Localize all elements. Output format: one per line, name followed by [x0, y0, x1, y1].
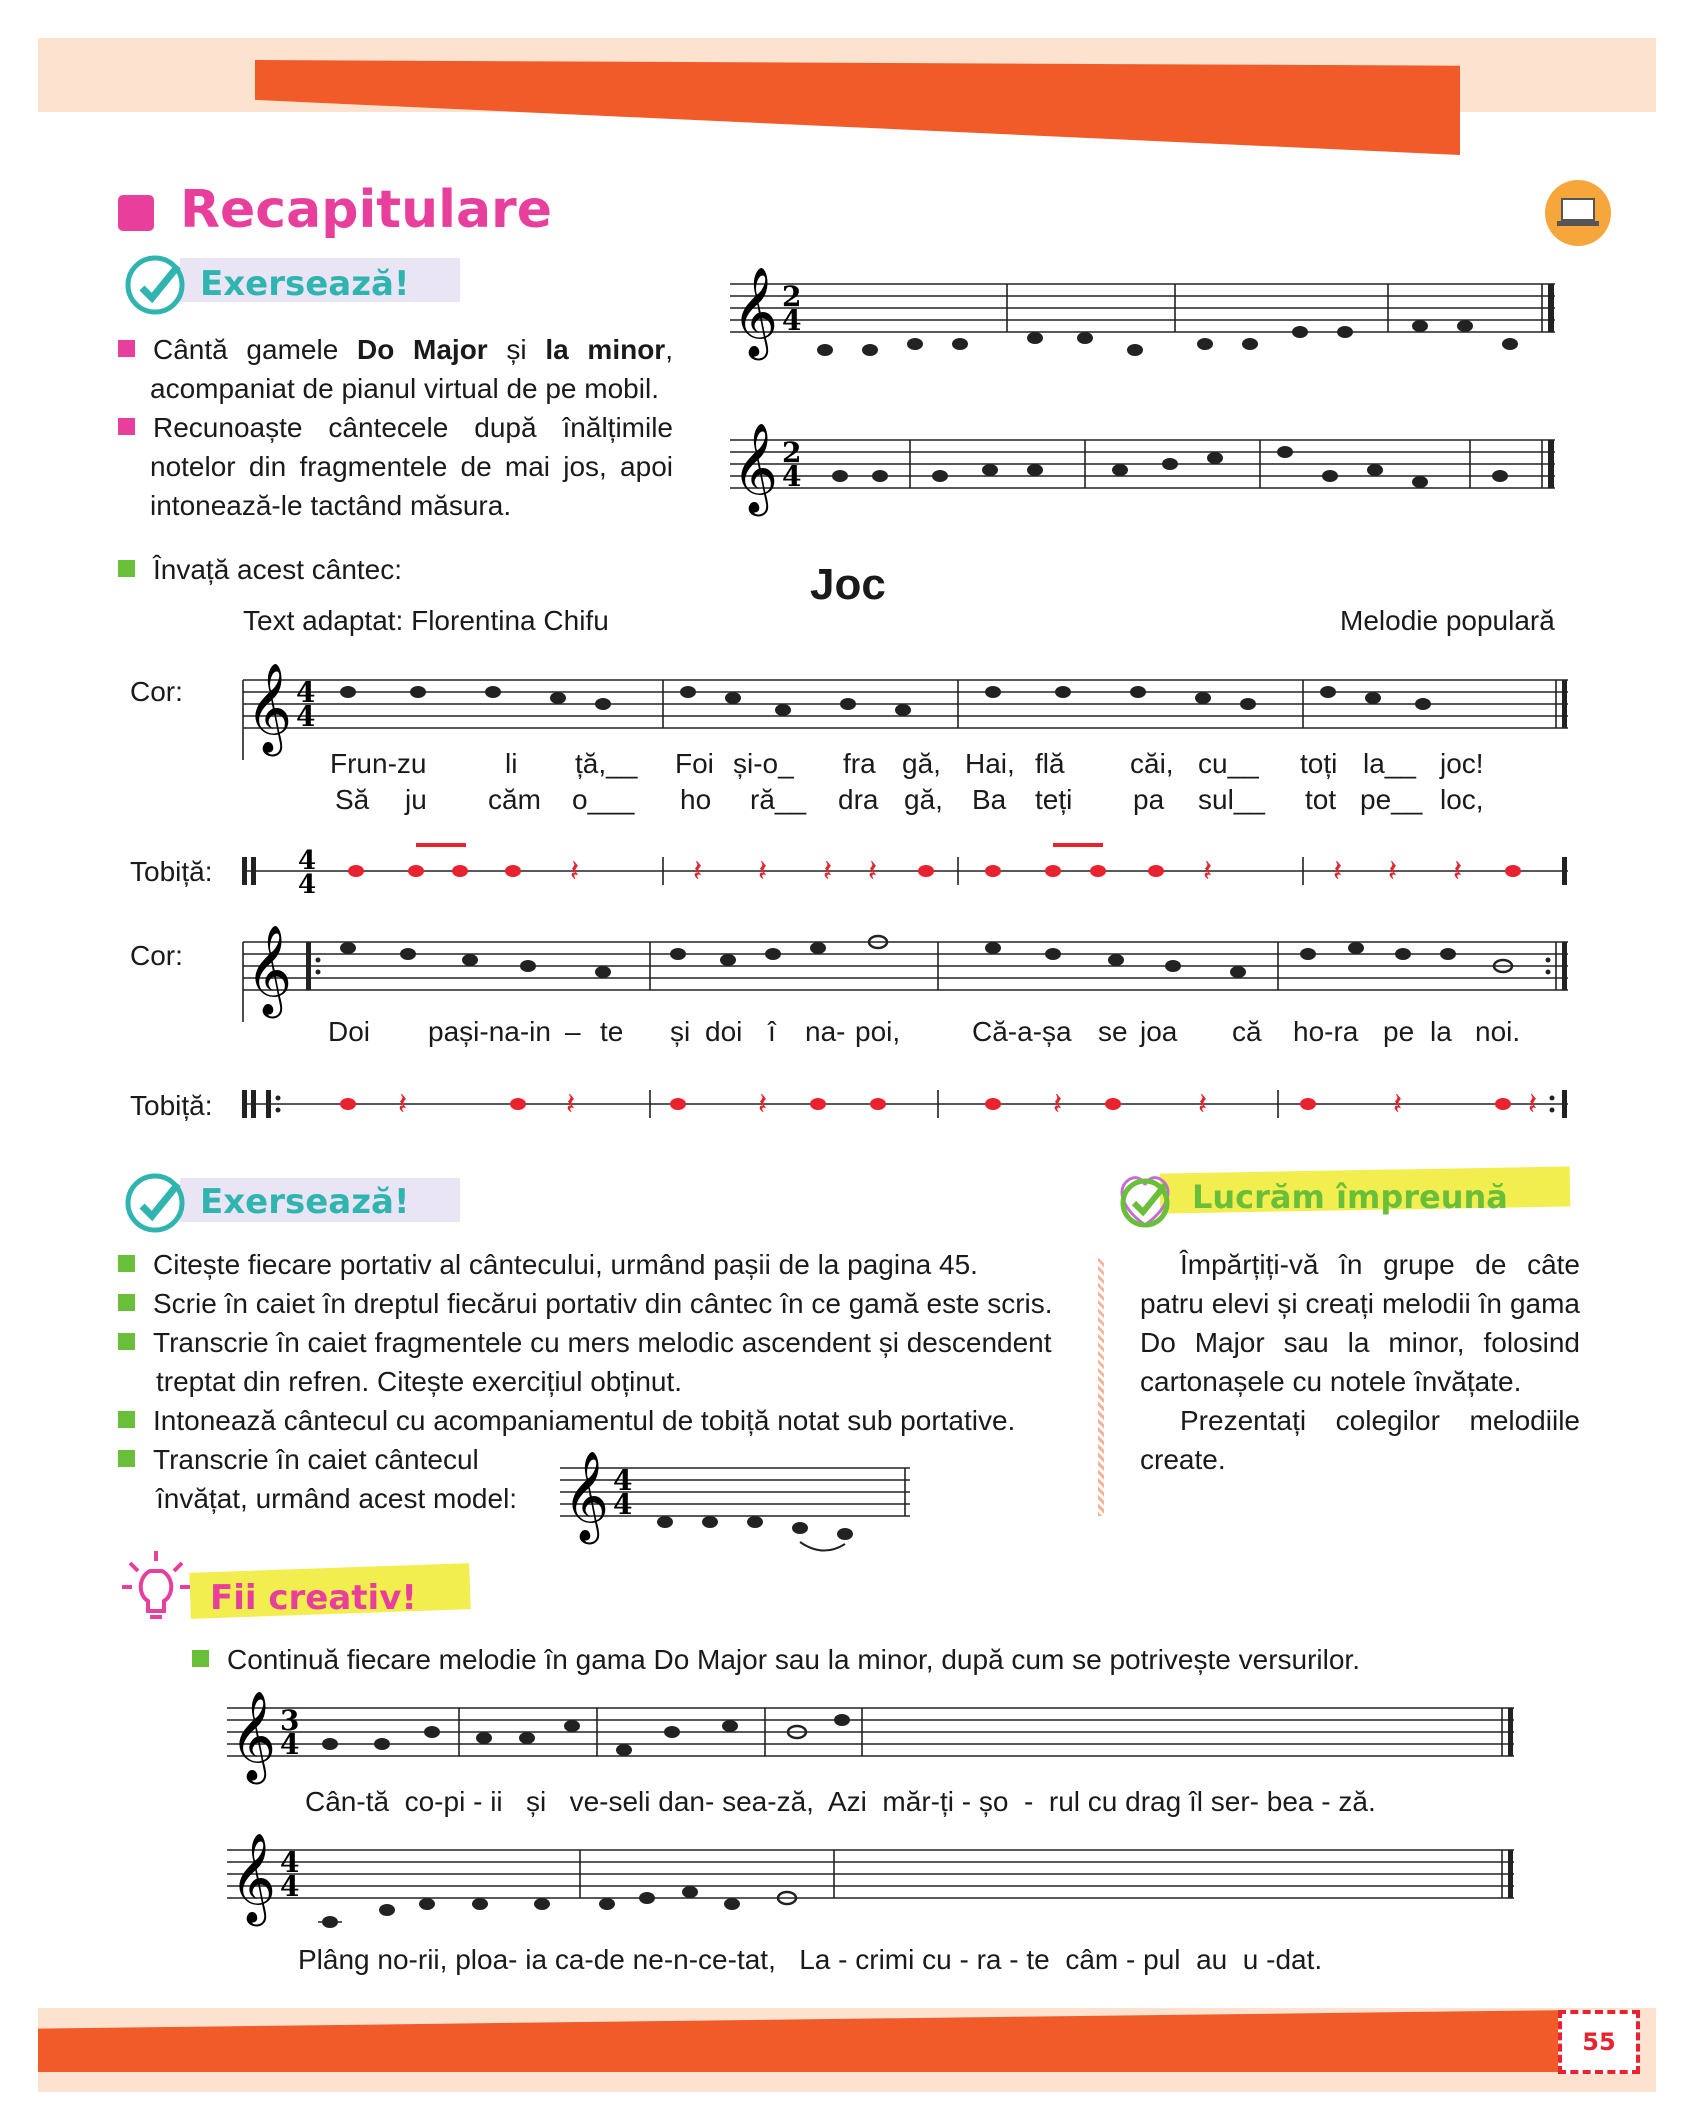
lyric-syllable: ță,__: [575, 748, 638, 779]
list-item: [118, 1323, 1078, 1401]
lucram-paragraph-2: Prezentați colegilor melodiile create.: [1140, 1405, 1580, 1475]
lyric-syllable: se: [1098, 1016, 1128, 1047]
learn-instruction: [118, 550, 402, 589]
tobita-staff-2: [238, 1068, 1578, 1138]
fragment-staff-2: [720, 408, 1560, 518]
bullet-icon: [118, 560, 135, 577]
lyric-syllable: teți: [1035, 784, 1073, 815]
lyric-syllable: și-o_: [733, 748, 794, 779]
lyric-syllable: pe: [1383, 1016, 1415, 1047]
song-title: Joc: [810, 560, 886, 609]
lyric-syllable: o___: [572, 784, 635, 815]
lightbulb-icon: [118, 1545, 208, 1635]
bullet-icon: [118, 340, 135, 357]
svg-text:𝄞: 𝄞: [563, 1451, 610, 1541]
lyric-syllable: fra: [843, 748, 876, 779]
svg-text:4: 4: [298, 846, 317, 876]
list-item-text: Scrie în caiet în dreptul fiecărui portativ din cântec în ce gamă este scris.: [153, 1288, 1053, 1319]
lyric-syllable: Hai,: [965, 748, 1015, 779]
page-number: 55: [1582, 2028, 1616, 2056]
svg-text:𝄽: 𝄽: [1393, 1087, 1403, 1122]
list-item-text: Intonează cântecul cu acompaniamentul de tobiță notat sub portative.: [153, 1405, 1016, 1436]
time-signature: 2: [782, 436, 802, 469]
page-title: Recapitulare: [180, 180, 552, 240]
list-item: [118, 408, 673, 525]
bullet-icon: [192, 1650, 209, 1667]
svg-text:𝄽: 𝄽: [1528, 1087, 1538, 1122]
lyric-syllable: cu__: [1198, 748, 1259, 779]
svg-text:𝄽: 𝄽: [758, 854, 768, 889]
treble-clef-icon: 𝄞: [732, 267, 779, 357]
list-item: [118, 1284, 1078, 1323]
list-item-text: Recunoaște cântecele după înălțimile notelor din fragmentele de mai jos, apoi intonează-le tactând măsura.: [150, 412, 673, 521]
svg-text:𝄽: 𝄽: [1388, 854, 1398, 889]
cor-label: Cor:: [130, 676, 183, 707]
exerseaza1-list: [118, 330, 673, 525]
lyric-syllable: ră__: [750, 784, 807, 815]
svg-text:𝄽: 𝄽: [398, 1087, 408, 1122]
lyric-syllable: pe__: [1360, 784, 1423, 815]
lyric-syllable: Că-a-șa: [972, 1016, 1072, 1047]
creativ-instruction: [192, 1640, 1360, 1679]
lyric-syllable: poi,: [855, 1016, 901, 1047]
lyric-syllable: te: [600, 1016, 624, 1047]
lyric-syllable: î: [768, 1016, 776, 1047]
lyric-syllable: gă,: [902, 748, 941, 779]
lyric-syllable: pași-na-in: [428, 1016, 551, 1047]
creativ-lyrics-2: Plâng no-rii, ploa- ia ca-de ne-n-ce-tat, La - crimi cu - ra - te câm - pul au u -dat.: [298, 1944, 1323, 1975]
list-item: [118, 330, 673, 408]
svg-text:4: 4: [280, 1728, 300, 1761]
creativ-staff-2: [222, 1822, 1522, 1952]
svg-text:3: 3: [280, 1704, 300, 1737]
lyrics-row-3: Doi: [328, 1016, 371, 1047]
lyric-syllable: și: [670, 1016, 691, 1047]
lyric-syllable: tot: [1305, 784, 1337, 815]
list-item: [118, 1401, 1078, 1440]
svg-text:𝄽: 𝄽: [758, 1087, 768, 1122]
lucram-text: [1140, 1245, 1580, 1479]
svg-text:𝄽: 𝄽: [1333, 854, 1343, 889]
svg-text:𝄞: 𝄞: [732, 423, 779, 513]
lyric-syllable: li: [505, 748, 518, 779]
lyric-syllable: joa: [1140, 1016, 1178, 1047]
lyric-syllable: căm: [488, 784, 541, 815]
lyric-syllable: loc,: [1440, 784, 1484, 815]
svg-text:𝄞: 𝄞: [230, 1691, 277, 1781]
lyric-syllable: ju: [405, 784, 427, 815]
vertical-divider: [1098, 1258, 1104, 1516]
list-item-text: Transcrie în caiet fragmentele cu mers melodic ascendent și descendent treptat din refren. Citește exercițiul obținut.: [153, 1327, 1052, 1397]
svg-text:𝄽: 𝄽: [868, 854, 878, 889]
lyric-syllable: că: [1232, 1016, 1262, 1047]
svg-text:𝄽: 𝄽: [570, 854, 580, 889]
melody-credit: Melodie populară: [1340, 605, 1555, 636]
fragment-staff-1: [720, 262, 1560, 382]
lyric-syllable: ho-ra: [1293, 1016, 1359, 1047]
time-signature: 2: [782, 280, 802, 313]
list-item: [118, 1245, 1078, 1284]
lyric-syllable: pa: [1133, 784, 1165, 815]
time-signature-bottom: 4: [782, 304, 802, 337]
svg-text:4: 4: [280, 1846, 300, 1879]
laptop-icon[interactable]: [1545, 180, 1611, 246]
lyric-syllable: –: [565, 1016, 581, 1047]
model-staff: [555, 1440, 915, 1570]
svg-text:𝄽: 𝄽: [566, 1087, 576, 1122]
bullet-icon: [118, 418, 135, 435]
lyric-syllable: sul__: [1198, 784, 1265, 815]
svg-text:4: 4: [280, 1870, 300, 1903]
lyric-syllable: ho: [680, 784, 712, 815]
creativ-label: Fii creativ!: [210, 1578, 417, 1618]
creativ-instruction-text: Continuă fiecare melodie în gama Do Major sau la minor, după cum se potrivește versurilor.: [227, 1644, 1360, 1675]
lyric-syllable: la: [1430, 1016, 1452, 1047]
svg-text:4: 4: [613, 1488, 633, 1521]
bullet-icon: [118, 1450, 135, 1467]
lyrics-row-1: Frun-zu: [330, 748, 427, 779]
lyric-syllable: Foi: [675, 748, 714, 779]
heart-check-icon: [1110, 1165, 1180, 1235]
svg-text:𝄞: 𝄞: [246, 925, 293, 1015]
pencil-check-icon: [122, 1170, 188, 1236]
pencil-check-icon: [122, 252, 188, 318]
lyric-syllable: dra: [838, 784, 879, 815]
svg-text:4: 4: [298, 870, 317, 900]
lyric-syllable: toți: [1300, 748, 1338, 779]
exerseaza-label: Exersează!: [200, 264, 410, 304]
time-signature-bottom: 4: [782, 460, 802, 493]
creativ-lyrics-1: Cân-tă co-pi - ii și ve-seli dan- sea-ză, Azi măr-ți - șo - rul cu drag îl ser- bea - ză.: [305, 1786, 1376, 1817]
lyric-syllable: gă,: [904, 784, 943, 815]
time-signature: 4: [296, 676, 316, 709]
lyric-syllable: Ba: [972, 784, 1007, 815]
tobita-label: Tobiță:: [130, 856, 213, 887]
text-credit: Text adaptat: Florentina Chifu: [243, 605, 609, 636]
list-item-text: Cântă gamele Do Major și la minor, acompaniat de pianul virtual de pe mobil.: [150, 334, 673, 404]
bullet-icon: [118, 1255, 135, 1272]
song-staff-1: [238, 650, 1578, 760]
time-signature-bottom: 4: [296, 700, 316, 733]
lyric-syllable: doi: [705, 1016, 743, 1047]
title-square-icon: [118, 195, 154, 231]
svg-text:𝄽: 𝄽: [1198, 1087, 1208, 1122]
list-item-text: Transcrie în caiet cântecul învățat, urmând acest model:: [153, 1444, 518, 1514]
svg-text:𝄞: 𝄞: [246, 663, 293, 753]
lyric-syllable: na-: [805, 1016, 846, 1047]
list-item: [118, 1440, 566, 1518]
creativ-staff-1: [222, 1680, 1522, 1790]
svg-text:𝄽: 𝄽: [1203, 854, 1213, 889]
svg-text:𝄽: 𝄽: [1453, 854, 1463, 889]
lyric-syllable: flă: [1035, 748, 1065, 779]
svg-text:4: 4: [613, 1464, 633, 1497]
page-number-box: [1558, 2010, 1640, 2074]
list-item-text: Citește fiecare portativ al cântecului, urmând pașii de la pagina 45.: [153, 1249, 978, 1280]
svg-text:𝄽: 𝄽: [1053, 1087, 1063, 1122]
bullet-icon: [118, 1333, 135, 1350]
lyric-syllable: la__: [1363, 748, 1416, 779]
lucram-label: Lucrăm împreună: [1192, 1178, 1508, 1216]
tobita-label: Tobiță:: [130, 1090, 213, 1121]
svg-text:𝄞: 𝄞: [230, 1833, 277, 1923]
song-staff-2: [238, 912, 1578, 1022]
top-accent-bar: [255, 60, 1460, 155]
bullet-icon: [118, 1411, 135, 1428]
lyric-syllable: joc!: [1440, 748, 1484, 779]
cor-label: Cor:: [130, 940, 183, 971]
svg-text:𝄽: 𝄽: [823, 854, 833, 889]
lucram-paragraph-1: Împărțiți-vă în grupe de câte patru elevi și creați melodii în gama Do Major sau la minor, folosind cartonașele cu notele învățate.: [1140, 1249, 1580, 1397]
exerseaza-label: Exersează!: [200, 1182, 410, 1222]
lyric-syllable: noi.: [1475, 1016, 1521, 1047]
bullet-icon: [118, 1294, 135, 1311]
svg-text:𝄽: 𝄽: [693, 854, 703, 889]
lyrics-row-2: Să: [335, 784, 370, 815]
lyric-syllable: căi,: [1130, 748, 1174, 779]
learn-label: Învață acest cântec:: [153, 554, 403, 585]
tobita-staff-1: [238, 835, 1578, 905]
